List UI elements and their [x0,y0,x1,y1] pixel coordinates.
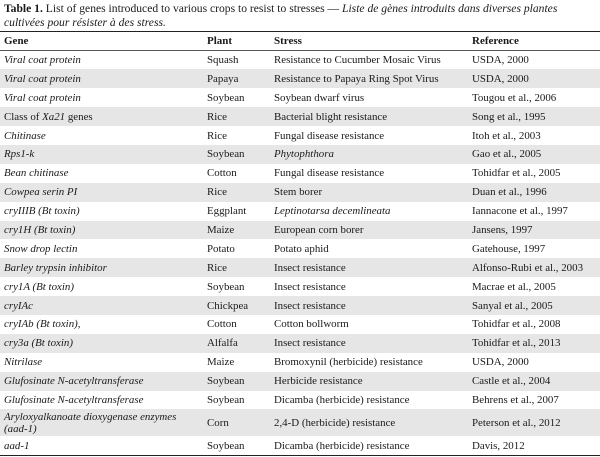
cell-stress: 2,4-D (herbicide) resistance [270,409,468,436]
cell-gene: Snow drop lectin [0,239,203,258]
table-body [0,51,600,456]
table-caption [0,0,600,31]
caption-label: Table 1. [4,2,43,15]
caption-french: Liste de gènes introduits dans diverses plantes cultivées pour résister à des stress. [4,2,558,29]
caption-english: List of genes introduced to various crops to resist to stresses — [42,2,343,15]
header-stress: Stress [270,32,468,51]
cell-reference: Behrens et al., 2007 [468,391,600,410]
table-row [0,145,600,164]
cell-stress: Insect resistance [270,277,468,296]
cell-reference: Tohidfar et al., 2005 [468,164,600,183]
cell-plant: Cotton [203,164,270,183]
cell-gene: Glufosinate N-acetyltransferase [0,391,203,410]
cell-plant: Chickpea [203,296,270,315]
cell-reference: Macrae et al., 2005 [468,277,600,296]
cell-gene: Aryloxyalkanoate dioxygenase enzymes (aad-1) [0,409,203,436]
table-row [0,258,600,277]
table-row [0,107,600,126]
cell-stress: Soybean dwarf virus [270,88,468,107]
cell-gene: Cowpea serin PI [0,183,203,202]
cell-stress: Insect resistance [270,258,468,277]
cell-stress: Bromoxynil (herbicide) resistance [270,353,468,372]
table-row [0,51,600,70]
cell-stress: Resistance to Papaya Ring Spot Virus [270,69,468,88]
header-reference: Reference [468,32,600,51]
cell-gene: cry3a (Bt toxin) [0,334,203,353]
cell-plant: Maize [203,353,270,372]
cell-reference: Tohidfar et al., 2013 [468,334,600,353]
table-row [0,334,600,353]
cell-plant: Soybean [203,436,270,455]
cell-gene: Nitrilase [0,353,203,372]
table-row [0,69,600,88]
cell-gene: cryIAc [0,296,203,315]
cell-stress: Fungal disease resistance [270,126,468,145]
cell-plant: Alfalfa [203,334,270,353]
cell-reference: Itoh et al., 2003 [468,126,600,145]
cell-reference: Jansens, 1997 [468,221,600,240]
cell-plant: Rice [203,107,270,126]
cell-gene: Bean chitinase [0,164,203,183]
cell-reference: Song et al., 1995 [468,107,600,126]
cell-plant: Potato [203,239,270,258]
cell-plant: Cotton [203,315,270,334]
cell-reference: USDA, 2000 [468,51,600,70]
cell-gene: aad-1 [0,436,203,455]
cell-plant: Soybean [203,277,270,296]
table-row [0,239,600,258]
cell-reference: Sanyal et al., 2005 [468,296,600,315]
cell-plant: Rice [203,258,270,277]
cell-plant: Rice [203,126,270,145]
cell-plant: Soybean [203,391,270,410]
cell-stress: Resistance to Cucumber Mosaic Virus [270,51,468,70]
table-row [0,126,600,145]
cell-reference: Davis, 2012 [468,436,600,455]
cell-gene: cryIIIB (Bt toxin) [0,202,203,221]
cell-stress: European corn borer [270,221,468,240]
cell-gene: Barley trypsin inhibitor [0,258,203,277]
cell-plant: Rice [203,183,270,202]
cell-gene: cryIAb (Bt toxin), [0,315,203,334]
cell-plant: Soybean [203,372,270,391]
table-row [0,372,600,391]
table-row [0,277,600,296]
cell-stress: Insect resistance [270,296,468,315]
table-row [0,296,600,315]
cell-reference: Peterson et al., 2012 [468,409,600,436]
cell-stress: Bacterial blight resistance [270,107,468,126]
cell-stress: Cotton bollworm [270,315,468,334]
cell-stress: Dicamba (herbicide) resistance [270,391,468,410]
cell-gene: Glufosinate N-acetyltransferase [0,372,203,391]
table-header-row [0,32,600,51]
cell-stress: Leptinotarsa decemlineata [270,202,468,221]
table-row [0,436,600,455]
table-row [0,409,600,436]
cell-reference: Gao et al., 2005 [468,145,600,164]
cell-plant: Corn [203,409,270,436]
cell-reference: Tougou et al., 2006 [468,88,600,107]
table-row [0,221,600,240]
gene-table [0,31,600,456]
cell-reference: Duan et al., 1996 [468,183,600,202]
cell-reference: USDA, 2000 [468,353,600,372]
header-gene: Gene [0,32,203,51]
cell-plant: Maize [203,221,270,240]
cell-stress: Dicamba (herbicide) resistance [270,436,468,455]
table-row [0,315,600,334]
table-row [0,391,600,410]
cell-stress: Stem borer [270,183,468,202]
cell-stress: Phytophthora [270,145,468,164]
cell-stress: Insect resistance [270,334,468,353]
cell-reference: Castle et al., 2004 [468,372,600,391]
cell-stress: Herbicide resistance [270,372,468,391]
cell-gene: cry1A (Bt toxin) [0,277,203,296]
cell-stress: Fungal disease resistance [270,164,468,183]
cell-plant: Squash [203,51,270,70]
cell-gene: Chitinase [0,126,203,145]
cell-reference: Tohidfar et al., 2008 [468,315,600,334]
cell-plant: Soybean [203,145,270,164]
cell-plant: Soybean [203,88,270,107]
table-row [0,183,600,202]
table-row [0,164,600,183]
cell-plant: Eggplant [203,202,270,221]
table-row [0,353,600,372]
header-plant: Plant [203,32,270,51]
cell-reference: Iannacone et al., 1997 [468,202,600,221]
cell-gene: Class of Xa21 genes [0,107,203,126]
cell-gene: Viral coat protein [0,69,203,88]
cell-reference: Gatehouse, 1997 [468,239,600,258]
cell-gene: Rps1-k [0,145,203,164]
cell-reference: USDA, 2000 [468,69,600,88]
cell-reference: Alfonso-Rubi et al., 2003 [468,258,600,277]
table-row [0,88,600,107]
cell-plant: Papaya [203,69,270,88]
cell-gene: Viral coat protein [0,88,203,107]
cell-gene: Viral coat protein [0,51,203,70]
table-row [0,202,600,221]
cell-gene: cry1H (Bt toxin) [0,221,203,240]
cell-stress: Potato aphid [270,239,468,258]
